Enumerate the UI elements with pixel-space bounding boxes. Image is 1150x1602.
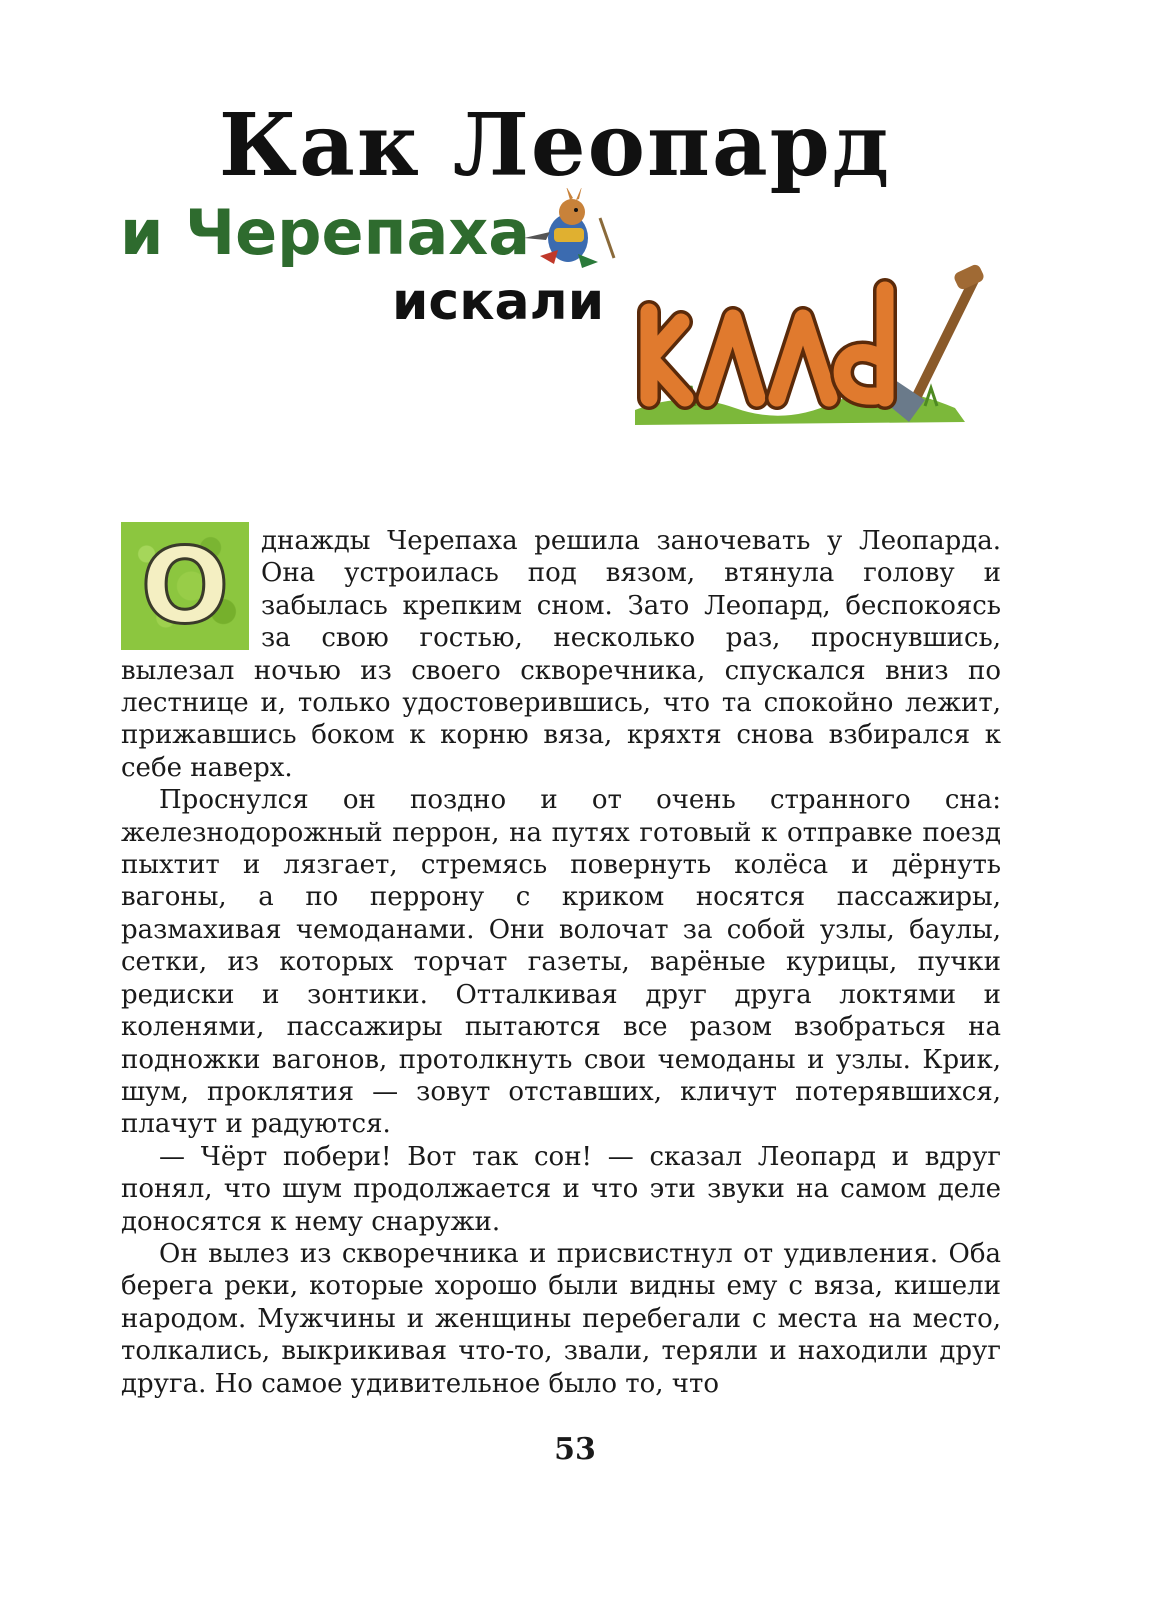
title-text-kak-leopard: Как Леопард (218, 95, 892, 196)
klad-illustration (625, 250, 985, 435)
paragraph-3: — Чёрт побери! Вот так сон! — сказал Леопард и вдруг понял, что шум продолжается и что эти звуки на самом деле доносятся к нему снаружи. (121, 1141, 1001, 1237)
title-line-1 (190, 95, 920, 196)
title-line-3: искали (392, 272, 605, 332)
klad-text: клад (625, 250, 628, 251)
paragraph-1: днажды Черепаха решила заночевать у Леопарда. Она устроилась под вязом, втянула голову и забылась крепким сном. Зато Леопард, беспокоясь за свою гостью, несколько раз, проснувшись, вылезал ночью из своего скворечника, спускался вниз по лестнице и, только удостоверившись, что та спокойно лежит, прижавшись боком к корню вяза, кряхтя снова взбирался к себе наверх. (121, 526, 1001, 783)
drop-cap-letter: О (140, 525, 230, 647)
title-line-2: и Черепаха (120, 196, 531, 269)
rabbit-illustration (510, 188, 620, 280)
paragraph-4: Он вылез из скворечника и присвистнул от удивления. Оба берега реки, которые хорошо были видны ему с вяза, кишели народом. Мужчины и женщины перебегали с места на место, толкались, выкрикивая что-то, звали, теряли и находили друг друга. Но самое удивительное было то, что (121, 1238, 1001, 1399)
body-text (121, 525, 1001, 1400)
paragraph-2: Проснулся он поздно и от очень странного сна: железнодорожный перрон, на путях готовый к отправке поезд пыхтит и лязгает, стремясь повернуть колёса и дёрнуть вагоны, а по перрону с криком носятся пассажиры, размахивая чемоданами. Они волочат за собой узлы, баулы, сетки, из которых торчат газеты, варёные курицы, пучки редиски и зонтики. Отталкивая друг друга локтями и коленями, пассажиры пытаются все разом взобраться на подножки вагонов, протолкнуть свои чемоданы и узлы. Крик, шум, проклятия — зовут отставших, кличут потерявшихся, плачут и радуются. (121, 785, 1001, 1140)
drop-cap-spacer (121, 525, 261, 653)
page-number: 53 (554, 1432, 596, 1467)
